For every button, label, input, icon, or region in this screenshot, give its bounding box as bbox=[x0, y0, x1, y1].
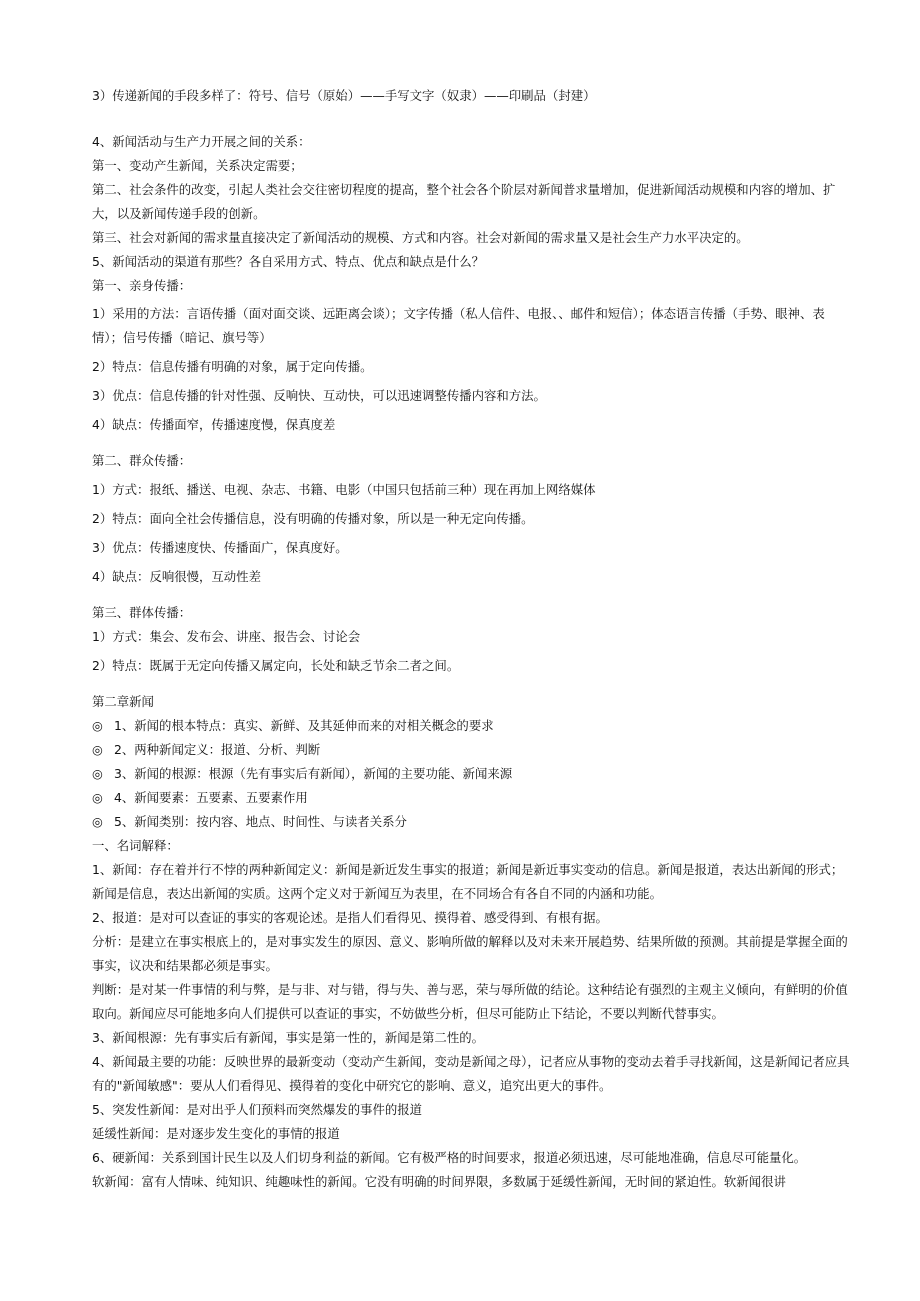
paragraph: 软新闻：富有人情味、纯知识、纯趣味性的新闻。它没有明确的时间界限，多数属于延缓性新闻，无时间的紧迫性。软新闻很讲 bbox=[92, 1174, 786, 1189]
bullet-item bbox=[92, 762, 850, 786]
bullet-circle-icon: ◎ bbox=[92, 814, 103, 829]
paragraph: 2）特点：信息传播有明确的对象，属于定向传播。 bbox=[92, 359, 373, 374]
bullet-circle-icon: ◎ bbox=[92, 790, 103, 805]
bullet-text: 4、新闻要素：五要素、五要素作用 bbox=[114, 790, 308, 805]
bullet-circle-icon: ◎ bbox=[92, 718, 103, 733]
subheading: 第二、群众传播： bbox=[92, 453, 192, 468]
section-heading: 5、新闻活动的渠道有那些？各自采用方式、特点、优点和缺点是什么？ bbox=[92, 254, 484, 269]
subheading: 第一、亲身传播： bbox=[92, 278, 192, 293]
paragraph: 判断：是对某一件事情的利与弊，是与非、对与错，得与失、善与恶，荣与辱所做的结论。这种结论有强烈的主观主义倾向，有鲜明的价值取向。新闻应尽可能地多向人们提供可以查证的事实，不妨做些分析，但尽可能防止下结论，不要以判断代替事实。 bbox=[92, 982, 848, 1021]
bullet-item bbox=[92, 786, 850, 810]
paragraph: 1、新闻：存在着并行不悖的两种新闻定义：新闻是新近发生事实的报道；新闻是新近事实变动的信息。新闻是报道，表达出新闻的形式；新闻是信息，表达出新闻的实质。这两个定义对于新闻互为表里，在不同场合有各自不同的内涵和功能。 bbox=[92, 862, 844, 901]
paragraph: 1）方式：报纸、播送、电视、杂志、书籍、电影（中国只包括前三种）现在再加上网络媒体 bbox=[92, 482, 596, 497]
paragraph: 1）采用的方法：言语传播（面对面交谈、远距离会谈）；文字传播（私人信件、电报、、邮件和短信）；体态语言传播（手势、眼神、表情）；信号传播（暗记、旗号等） bbox=[92, 306, 825, 345]
paragraph: 第一、变动产生新闻，关系决定需要； bbox=[92, 158, 303, 173]
bullet-circle-icon: ◎ bbox=[92, 766, 103, 781]
paragraph: 4）缺点：传播面窄，传播速度慢，保真度差 bbox=[92, 417, 336, 432]
paragraph: 3）优点：传播速度快、传播面广，保真度好。 bbox=[92, 540, 348, 555]
bullet-text: 2、两种新闻定义：报道、分析、判断 bbox=[114, 742, 321, 757]
paragraph: 2、报道：是对可以查证的事实的客观论述。是指人们看得见、摸得着、感受得到、有根有据。 bbox=[92, 910, 608, 925]
bullet-text: 1、新闻的根本特点：真实、新鲜、及其延伸而来的对相关概念的要求 bbox=[114, 718, 494, 733]
chapter-title: 第二章新闻 bbox=[92, 694, 154, 709]
paragraph: 6、硬新闻：关系到国计民生以及人们切身利益的新闻。它有极严格的时间要求，报道必须迅速，尽可能地准确，信息尽可能量化。 bbox=[92, 1150, 807, 1165]
paragraph: 5、突发性新闻：是对出乎人们预料而突然爆发的事件的报道 bbox=[92, 1102, 423, 1117]
paragraph: 4）缺点：反响很慢，互动性差 bbox=[92, 569, 261, 584]
paragraph: 延缓性新闻：是对逐步发生变化的事情的报道 bbox=[92, 1126, 340, 1141]
bullet-item bbox=[92, 810, 850, 834]
section-heading: 一、名词解释： bbox=[92, 838, 179, 853]
paragraph: 第二、社会条件的改变，引起人类社会交往密切程度的提高，整个社会各个阶层对新闻普求量增加，促进新闻活动规模和内容的增加、扩大，以及新闻传递手段的创新。 bbox=[92, 182, 836, 221]
paragraph: 3）传递新闻的手段多样了：符号、信号（原始）——手写文字（奴隶）——印刷品（封建） bbox=[92, 88, 596, 103]
paragraph: 4、新闻最主要的功能：反映世界的最新变动（变动产生新闻，变动是新闻之母），记者应从事物的变动去着手寻找新闻，这是新闻记者应具有的"新闻敏感"：要从人们看得见、摸得着的变化中研究它的影响、意义，追究出更大的事件。 bbox=[92, 1054, 850, 1093]
subheading: 第三、群体传播： bbox=[92, 605, 192, 620]
paragraph: 1）方式：集会、发布会、讲座、报告会、讨论会 bbox=[92, 629, 361, 644]
paragraph: 分析：是建立在事实根底上的，是对事实发生的原因、意义、影响所做的解释以及对未来开展趋势、结果所做的预测。其前提是掌握全面的事实，议决和结果都必须是事实。 bbox=[92, 934, 848, 973]
paragraph: 3）优点：信息传播的针对性强、反响快、互动快，可以迅速调整传播内容和方法。 bbox=[92, 388, 546, 403]
bullet-circle-icon: ◎ bbox=[92, 742, 103, 757]
paragraph: 2）特点：既属于无定向传播又属定向，长处和缺乏节余二者之间。 bbox=[92, 658, 460, 673]
paragraph: 3、新闻根源：先有事实后有新闻，事实是第一性的，新闻是第二性的。 bbox=[92, 1030, 484, 1045]
bullet-item bbox=[92, 738, 850, 762]
section-heading: 4、新闻活动与生产力开展之间的关系： bbox=[92, 134, 311, 149]
paragraph: 2）特点：面向全社会传播信息，没有明确的传播对象，所以是一种无定向传播。 bbox=[92, 511, 534, 526]
bullet-text: 5、新闻类别：按内容、地点、时间性、与读者关系分 bbox=[114, 814, 407, 829]
bullet-item bbox=[92, 714, 850, 738]
bullet-text: 3、新闻的根源：根源（先有事实后有新闻），新闻的主要功能、新闻来源 bbox=[114, 766, 513, 781]
paragraph: 第三、社会对新闻的需求量直接决定了新闻活动的规模、方式和内容。社会对新闻的需求量又是社会生产力水平决定的。 bbox=[92, 230, 749, 245]
